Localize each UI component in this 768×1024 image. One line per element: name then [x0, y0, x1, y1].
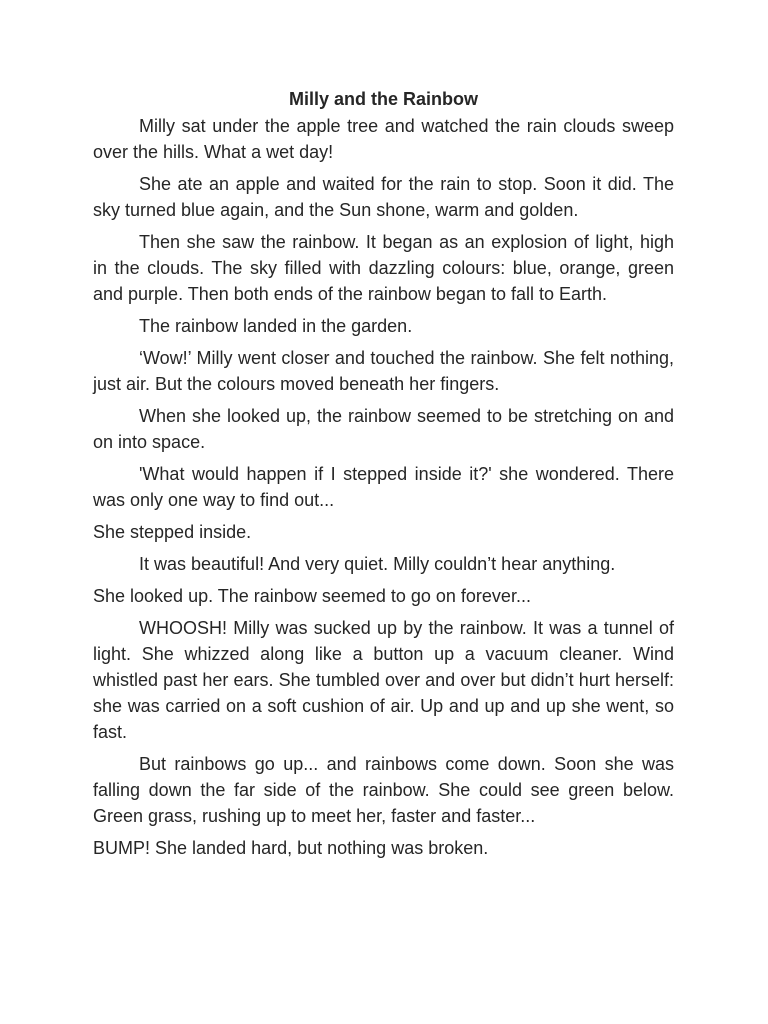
- paragraph-11: WHOOSH! Milly was sucked up by the rainbow. It was a tunnel of light. She whizzed along like a button up a vacuum cleaner. Wind whistled past her ears. She tumbled over and over but didn’t hurt herself: she was carried on a soft cushion of air. Up and up and up she went, so fast.: [93, 618, 674, 742]
- paragraph-1: Milly sat under the apple tree and watched the rain clouds sweep over the hills. What a wet day!: [93, 116, 674, 162]
- paragraph-4: The rainbow landed in the garden.: [139, 316, 413, 336]
- paragraph-3: Then she saw the rainbow. It began as an explosion of light, high in the clouds. The sky filled with dazzling colours: blue, orange, green and purple. Then both ends of the rainbow began to fall to Earth.: [93, 232, 674, 304]
- paragraph-7: 'What would happen if I stepped inside it?' she wondered. There was only one way to find out...: [93, 464, 674, 510]
- paragraph-12: But rainbows go up... and rainbows come down. Soon she was falling down the far side of the rainbow. She could see green below. Green grass, rushing up to meet her, faster and faster...: [93, 754, 674, 826]
- paragraph-5: ‘Wow!’ Milly went closer and touched the rainbow. She felt nothing, just air. But the colours moved beneath her fingers.: [93, 348, 674, 394]
- paragraph-13: BUMP! She landed hard, but nothing was broken.: [93, 838, 489, 858]
- paragraph-10: She looked up. The rainbow seemed to go on forever...: [93, 586, 531, 606]
- paragraph-2: She ate an apple and waited for the rain to stop. Soon it did. The sky turned blue again, and the Sun shone, warm and golden.: [93, 174, 674, 220]
- paragraph-9: It was beautiful! And very quiet. Milly couldn’t hear anything.: [139, 554, 616, 574]
- paragraph-6: When she looked up, the rainbow seemed to be stretching on and on into space.: [93, 406, 674, 452]
- paragraph-8: She stepped inside.: [93, 522, 252, 542]
- story-title: Milly and the Rainbow: [288, 89, 478, 109]
